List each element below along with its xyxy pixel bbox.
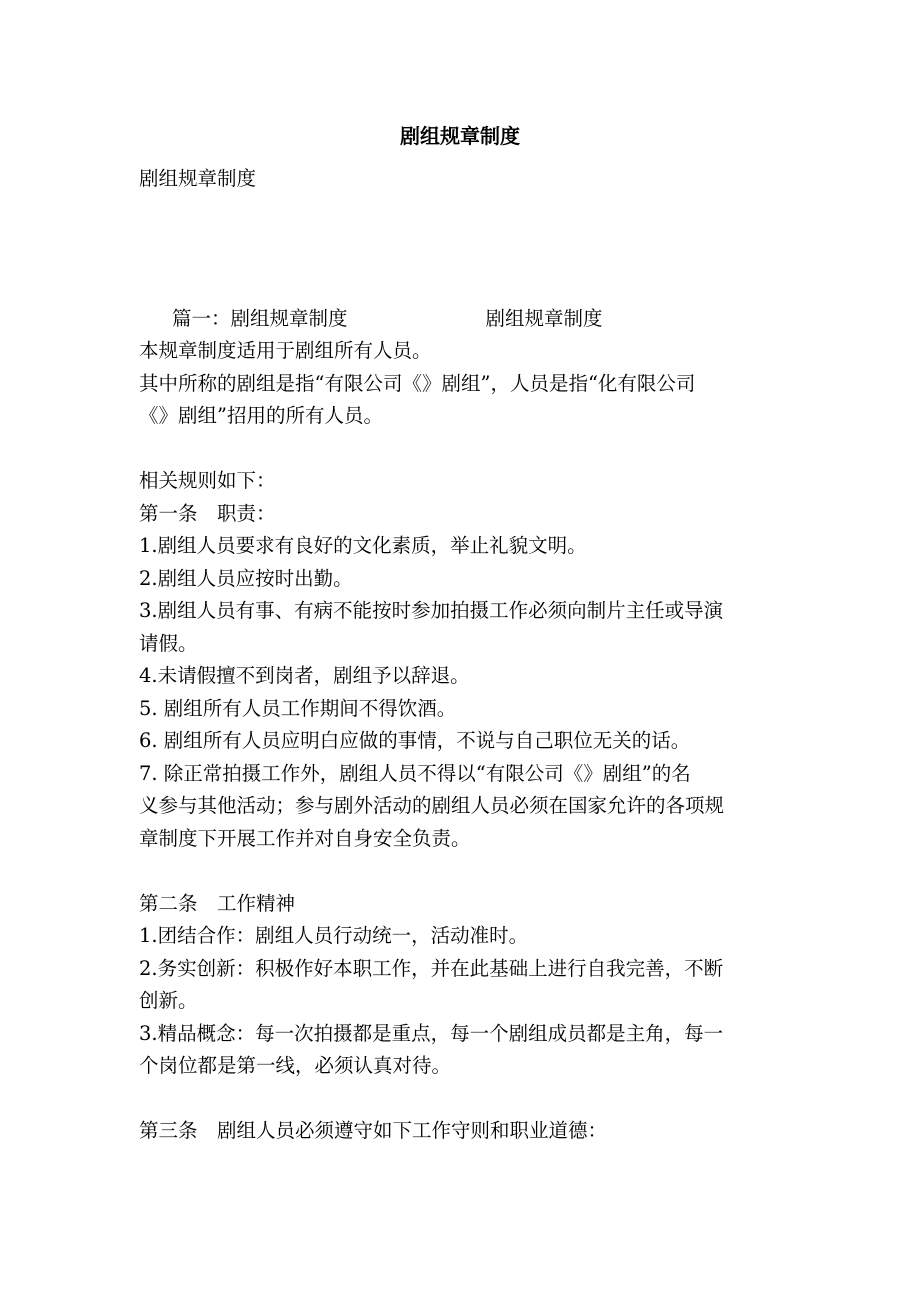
paragraph-line: 2.剧组人员应按时出勤。 xyxy=(139,566,353,590)
paragraph-line: 创新。 xyxy=(139,989,198,1012)
paragraph-line: 1.剧组人员要求有良好的文化素质，举止礼貌文明。 xyxy=(139,534,587,557)
paragraph-line: 3.剧组人员有事、有病不能按时参加拍摄工作必须向制片主任或导演 xyxy=(139,599,724,622)
paragraph-line: 《》剧组”招用的所有人员。 xyxy=(139,404,383,427)
rules-intro: 相关规则如下： xyxy=(139,469,276,492)
article-1-heading: 第一条 职责： xyxy=(139,501,276,525)
document-subtitle: 剧组规章制度 xyxy=(139,167,257,190)
spacer xyxy=(139,196,784,303)
paragraph-line: 6. 剧组所有人员应明白应做的事情，不说与自己职位无关的话。 xyxy=(139,729,691,752)
paragraph-line: 请假。 xyxy=(139,631,198,655)
document-title: 剧组规章制度 xyxy=(400,124,520,148)
section-header-right: 剧组规章制度 xyxy=(485,306,603,330)
spacer xyxy=(139,433,784,466)
paragraph-line: 其中所称的剧组是指“有限公司《》剧组”，人员是指“化有限公司 xyxy=(139,371,696,395)
spacer xyxy=(139,1083,784,1116)
section-header-left: 篇一：剧组规章制度 xyxy=(172,306,348,330)
paragraph-line: 5. 剧组所有人员工作期间不得饮酒。 xyxy=(139,696,457,720)
paragraph-line: 4.未请假擅不到岗者，剧组予以辞退。 xyxy=(139,664,470,687)
paragraph-line: 本规章制度适用于剧组所有人员。 xyxy=(139,339,432,362)
paragraph-line: 章制度下开展工作并对自身安全负责。 xyxy=(139,826,471,850)
section-header xyxy=(139,303,784,336)
paragraph-line: 义参与其他活动；参与剧外活动的剧组人员必须在国家允许的各项规 xyxy=(139,794,725,817)
spacer xyxy=(139,855,784,888)
article-2-heading: 第二条 工作精神 xyxy=(139,891,296,915)
paragraph-line: 7. 除正常拍摄工作外，剧组人员不得以“有限公司《》剧组”的名 xyxy=(139,761,691,785)
document-body xyxy=(139,163,784,1148)
paragraph-line: 2.务实创新：积极作好本职工作，并在此基础上进行自我完善，不断 xyxy=(139,956,724,980)
article-3-heading: 第三条 剧组人员必须遵守如下工作守则和职业道德： xyxy=(139,1119,608,1142)
paragraph-line: 3.精品概念：每一次拍摄都是重点，每一个剧组成员都是主角，每一 xyxy=(139,1021,724,1045)
paragraph-line: 1.团结合作：剧组人员行动统一，活动准时。 xyxy=(139,924,529,947)
paragraph-line: 个岗位都是第一线，必须认真对待。 xyxy=(139,1054,452,1077)
